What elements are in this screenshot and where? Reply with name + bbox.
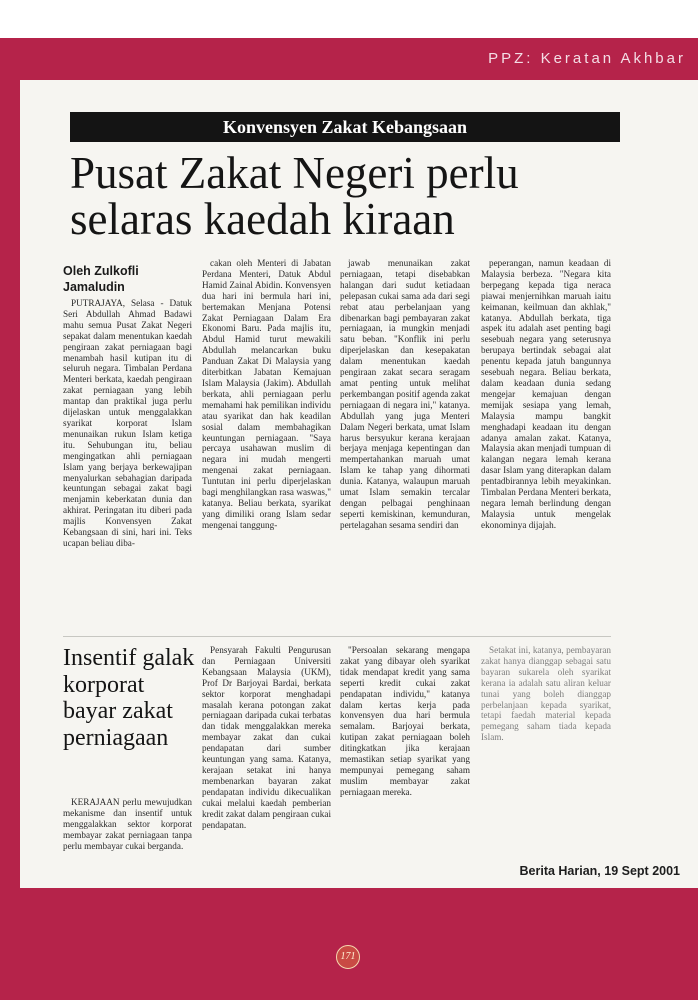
column-text: peperangan, namun keadaan di Malaysia berbeza. "Negara kita berpegang kepada tiga neraca piawai menjernihkan maruah iaitu keimanan, keilmuan dan akhlak," katanya. Abdullah berkata, tiga aspek itu adalah aset penting bagi sesebuah negara yang seterusnya berupaya bertindak sebagai alat penentu kepada jatuh bangunnya sesebuah negara. Beliau berkata, dalam keadaan dunia sedang mengejar kemajuan dengan memijak sesiapa yang lemah, Malaysia mampu bangkit menghadapi keadaan itu dengan adanya amalan zakat. Katanya, Malaysia akan menjadi tumpuan di kalangan negara lemah kerana dasar Islam yang diterapkan dalam pentadbirannya lebih meyakinkan. Timbalan Perdana Menteri berkata, negara lemah berlindung dengan Malaysia untuk mengelak ekonominya dijajah. (481, 258, 611, 530)
header-title: PPZ: Keratan Akhbar (488, 50, 686, 67)
section-divider (63, 636, 611, 637)
column-text: Setakat ini, katanya, pembayaran zakat hanya dianggap sebagai satu bayaran sukarela oleh syarikat kerana ia adalah satu aliran keluar tunai yang boleh dianggap perbelanjaan kepada syarikat, tetapi faedah material kepada pemegang saham tiada kepada Islam. (481, 645, 611, 743)
sidebar-column-2 (202, 645, 331, 875)
page-number: 171 (336, 945, 360, 969)
column-text: KERAJAAN perlu mewujudkan mekanisme dan insentif untuk menggalakkan sektor korporat membayar zakat perniagaan tanpa perlu membayar cukai berganda. (63, 797, 192, 851)
column-text: cakan oleh Menteri di Jabatan Perdana Menteri, Datuk Abdul Hamid Zainal Abidin. Konvensyen dua hari ini bermula hari ini, bertemakan Menjana Potensi Zakat Perniagaan Dalam Era Ekonomi Baru. Pada majlis itu, Abdul Hamid turut mewakili Abdullah melancarkan buku Panduan Zakat Di Malaysia yang diterbitkan Jabatan Kemajuan Islam Malaysia (Jakim). Abdullah berkata, ahli perniagaan perlu memahami hak pemilikan individu atau syarikat dan hak keadilan sosial dalam membahagikan keuntungan perniagaan. "Saya percaya usahawan muslim di negara ini mudah mengerti mengenai zakat perniagaan. Tuntutan ini perlu diperjelaskan bagi menghilangkan rasa waswas," katanya. Beliau berkata, syarikat yang dimiliki orang Islam sedar mengenai tanggung- (202, 258, 331, 530)
article-kicker: Konvensyen Zakat Kebangsaan (70, 112, 620, 142)
article-column-4 (481, 258, 611, 628)
column-text: PUTRAJAYA, Selasa - Datuk Seri Abdullah Ahmad Badawi mahu semua Pusat Zakat Negeri sepakat dalam menentukan kaedah pengiraan zakat perniagaan bagi menambah hasil kutipan itu di seluruh negara. Timbalan Perdana Menteri berkata, kaedah pengiraan zakat perniagaan yang lebih mantap dan praktikal juga perlu dijelaskan untuk menggalakkan syarikat korporat Islam menunaikan rukun Islam ketiga itu. Sehubungan itu, beliau mengingatkan ahli perniagaan Islam yang berjaya berkewajipan menyalurkan sebahagian daripada keuntungan sebagai zakat bagi menjamin keberkatan dunia dan akhirat. Peringatan itu diberi pada majlis Konvensyen Zakat Kebangsaan di sini, hari ini. Teks ucapan beliau diba- (63, 298, 192, 548)
sidebar-column-3 (340, 645, 470, 835)
column-text: Pensyarah Fakulti Pengurusan dan Perniagaan Universiti Kebangsaan Malaysia (UKM), Prof Dr Barjoyai Bardai, berkata sektor korporat menghadapi masalah kerana potongan zakat perniagaan daripada cukai terbatas dan tidak menggalakkan mereka membayar zakat dan cukai pendapatan dari sumber keuntungan yang sama. Katanya, kerajaan setakat ini hanya membenarkan bayaran zakat pendapatan individu dikecualikan cukai melalui kaedah pemberian kredit zakat dalam pengiraan cukai pendapatan. (202, 645, 331, 830)
top-margin (0, 0, 698, 38)
column-text: "Persoalan sekarang mengapa zakat yang dibayar oleh syarikat tidak mendapat kredit yang sama seperti kredit cukai zakat pendapatan individu," katanya dalam kertas kerja pada konvensyen dua hari bermula semalam. Barjoyai berkata, kutipan zakat perniagaan boleh ditingkatkan jika kerajaan memastikan setiap syarikat yang mempunyai pemegang saham muslim membayar zakat perniagaan mereka. (340, 645, 470, 797)
article-byline: Oleh Zulkofli Jamaludin (63, 264, 139, 294)
sidebar-column-1 (63, 797, 192, 875)
article-column-3 (340, 258, 470, 628)
article-column-1 (63, 298, 192, 628)
column-text: jawab menunaikan zakat perniagaan, tetapi disebabkan halangan dari sudut ketiadaan pelepasan cukai sama ada dari segi rebat atau perbelanjaan yang dibenarkan bagi pembayaran zakat perniagaan, ia mungkin menjadi satu beban. "Konflik ini perlu diperjelaskan dan kesepakatan dalam menentukan kaedah pengiraan zakat secara seragam amat penting untuk melihat perkembangan positif agenda zakat perniagaan di negara ini," katanya. Abdullah yang juga Menteri Dalam Negeri berkata, umat Islam harus bersyukur kerana kerajaan berjaya menjaga kepentingan dan mempertahankan maruah umat Islam ke tahap yang dihormati dunia. Katanya, walaupun maruah umat Islam semakin tercalar dengan pelbagai penghinaan seperti kemiskinan, kemunduran, pertelagahan sesama sendiri dan (340, 258, 470, 530)
sidebar-column-4 (481, 645, 611, 765)
source-citation: Berita Harian, 19 Sept 2001 (519, 864, 680, 878)
footer-band (0, 888, 698, 1000)
sidebar-headline: Insentif galak korporat bayar zakat perniagaan (63, 645, 195, 751)
article-column-2 (202, 258, 331, 628)
article-headline: Pusat Zakat Negeri perlu selaras kaedah kiraan (70, 148, 519, 244)
